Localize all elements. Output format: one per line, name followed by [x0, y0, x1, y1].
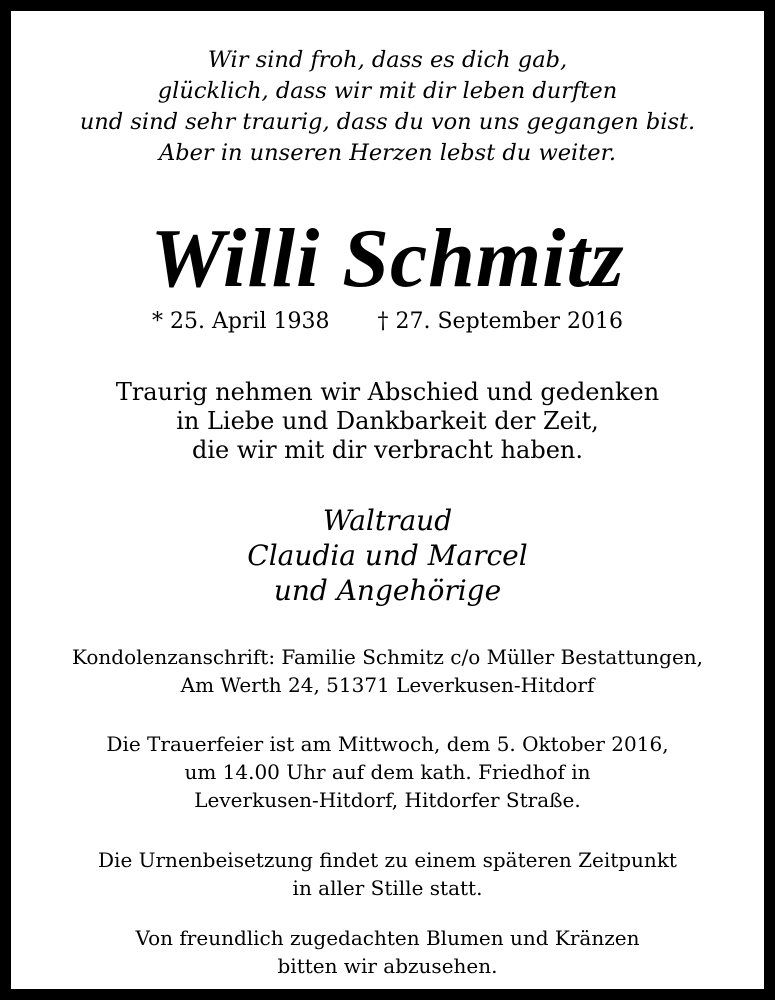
poem-line: Aber in unseren Herzen lebst du weiter.: [158, 140, 617, 166]
address-line: Kondolenzanschrift: Familie Schmitz c/o Müller Bestattungen,: [71, 645, 704, 669]
flowers-line: bitten wir abzusehen.: [277, 954, 498, 978]
urn-burial-info: [11, 846, 764, 902]
funeral-service-info: [11, 730, 764, 814]
farewell-line: die wir mit dir verbracht haben.: [191, 436, 583, 464]
condolence-address: [11, 643, 764, 699]
farewell-text: [11, 378, 764, 465]
death-date: † 27. September 2016: [377, 309, 623, 334]
mourner-line: Waltraud: [322, 504, 453, 537]
farewell-line: Traurig nehmen wir Abschied und gedenken: [115, 378, 660, 406]
memorial-poem: [11, 45, 764, 169]
birth-date: * 25. April 1938: [152, 309, 330, 334]
mourner-line: Claudia und Marcel: [247, 539, 528, 572]
address-line: Am Werth 24, 51371 Leverkusen-Hitdorf: [180, 673, 595, 697]
service-line: um 14.00 Uhr auf dem kath. Friedhof in: [184, 760, 591, 784]
mourners-list: [11, 503, 764, 608]
flowers-line: Von freundlich zugedachten Blumen und Kränzen: [135, 926, 640, 950]
life-dates: [11, 307, 764, 337]
farewell-line: in Liebe und Dankbarkeit der Zeit,: [176, 407, 599, 435]
poem-line: und sind sehr traurig, dass du von uns gegangen bist.: [79, 109, 696, 135]
urn-line: in aller Stille statt.: [292, 876, 483, 900]
service-line: Leverkusen-Hitdorf, Hitdorfer Straße.: [194, 788, 581, 812]
deceased-name: Willi Schmitz: [150, 212, 625, 305]
poem-line: Wir sind froh, dass es dich gab,: [207, 47, 568, 73]
flowers-note: [11, 924, 764, 980]
service-line: Die Trauerfeier ist am Mittwoch, dem 5. Oktober 2016,: [106, 732, 669, 756]
mourner-line: und Angehörige: [273, 574, 502, 607]
urn-line: Die Urnenbeisetzung findet zu einem späteren Zeitpunkt: [98, 848, 677, 872]
poem-line: glücklich, dass wir mit dir leben durften: [157, 78, 618, 104]
